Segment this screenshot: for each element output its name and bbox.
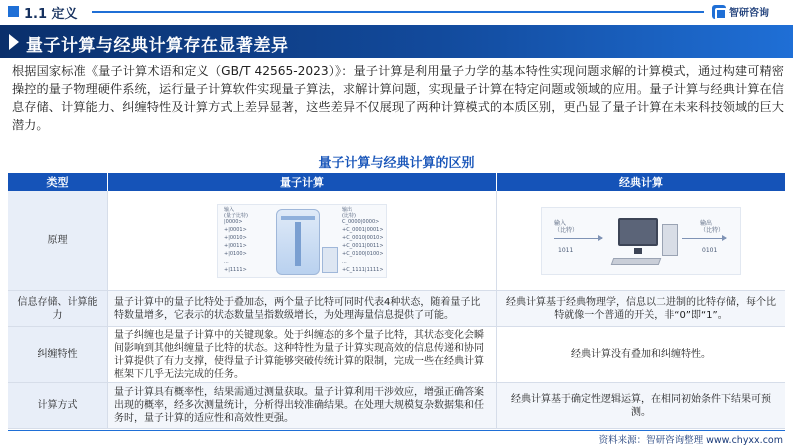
footer-rule	[8, 430, 785, 431]
top-bar	[0, 0, 793, 24]
intro-paragraph: 根据国家标准《量子计算术语和定义（GB/T 42565-2023）》：量子计算是利用量子力学的基本特性实现问题求解的计算模式，通过构建可精密操控的量子物理硬件系统，运行量子计算软件实现量子算法，求解计算问题，实现量子计算在特定问题或领域的应用。量子计算与经典计算在信息存储、计算能力、纠缠特性及计算方式上差异显著，这些差异不仅展现了两种计算模式的本质区别，更凸显了量子计算在未来科技领域的巨大潜力。	[12, 64, 784, 132]
page-title: 量子计算与经典计算存在显著差异	[26, 36, 289, 56]
comparison-table	[8, 173, 785, 428]
input-arrow-icon	[554, 238, 602, 239]
keyboard-icon	[611, 258, 662, 265]
row-label-method: 计算方式	[8, 383, 107, 428]
quantum-entanglement-text: 量子纠缠也是量子计算中的关键现象。处于纠缠态的多个量子比特，其状态变化会瞬间影响到其他纠缠量子比特的状态。这种特性为量子计算实现高效的信息传递和协同计算提供了有力支撑，使得量子计算能够突破传统计算的限制，完成一些在经典计算框架下几乎无法完成的任务。	[114, 329, 484, 380]
classical-method-text: 经典计算基于确定性逻辑运算，在相同初始条件下结果可预测。	[497, 383, 785, 428]
row-label-principle: 原理	[8, 191, 107, 290]
monitor-stand-icon	[634, 248, 642, 254]
monitor-icon	[618, 218, 658, 246]
title-bar	[0, 25, 793, 58]
brand-name: 智研咨询	[729, 8, 769, 19]
classical-storage-text: 经典计算基于经典物理学，信息以二进制的比特存储，每个比特就像一个普通的开关，非“0”即“1”。	[497, 291, 785, 326]
quantum-storage-text: 量子计算中的量子比特处于叠加态，两个量子比特可同时代表4种状态，随着量子比特数量增多，它表示的状态数量呈指数级增长，为处理海量信息提供了可能。	[108, 291, 496, 326]
classical-computer-illustration	[541, 207, 741, 275]
section-label: 1.1 定义	[24, 7, 78, 22]
quantum-method-text: 量子计算具有概率性，结果需通过测量获取。量子计算利用干涉效应，增强正确答案出现的概率，经多次测量统计，分析得出较准确结果。在处理大规模复杂数据集和任务时，量子计算的适应性和高效性更强。	[108, 383, 496, 428]
header-cell-classical: 经典计算	[497, 173, 785, 191]
source-note: 资料来源：智研咨询整理 www.chyxx.com	[598, 435, 783, 446]
header-cell-type: 类型	[8, 173, 107, 191]
brand-logo-icon	[712, 5, 726, 19]
table-row	[8, 191, 785, 291]
cryostat-icon	[276, 209, 320, 275]
row-label-entanglement: 纠缠特性	[8, 327, 107, 382]
classical-output-value: 0101	[702, 246, 718, 254]
quantum-input-label: 输入 (量子比特)	[224, 206, 248, 219]
table-caption: 量子计算与经典计算的区别	[318, 156, 475, 171]
quantum-computer-illustration: 输入 (量子比特) |0000> +|0001> +|0010> +|0011> +|0100> ... +|1111> 输出 (比特) C_0000|0000> +C_0001|0001> +C_0010|0010> +C_0011|0011> +C_0100|0100> ... +C_1111|1111>	[217, 204, 387, 278]
control-rack-icon	[322, 247, 338, 273]
table-row	[8, 291, 785, 327]
classical-output-label: 输出 （比特）	[700, 219, 725, 234]
table-row	[8, 327, 785, 383]
classical-entanglement-text: 经典计算没有叠加和纠缠特性。	[571, 349, 711, 360]
pc-tower-icon	[662, 224, 678, 256]
section-marker-icon	[8, 6, 19, 17]
header-cell-quantum: 量子计算	[108, 173, 496, 191]
row-label-storage: 信息存储、计算能力	[8, 291, 107, 326]
table-row	[8, 383, 785, 429]
quantum-output-label: 输出 (比特)	[342, 206, 356, 219]
classical-input-label: 输入 （比特）	[554, 219, 579, 234]
header-rule	[92, 11, 704, 13]
classical-illustration-cell	[497, 191, 785, 290]
footer	[0, 429, 793, 446]
output-arrow-icon	[682, 238, 726, 239]
quantum-illustration-cell	[108, 191, 496, 290]
classical-input-value: 1011	[558, 246, 574, 254]
table-header-row	[8, 173, 785, 191]
brand-logo	[712, 4, 769, 19]
title-arrow-icon	[9, 34, 19, 50]
